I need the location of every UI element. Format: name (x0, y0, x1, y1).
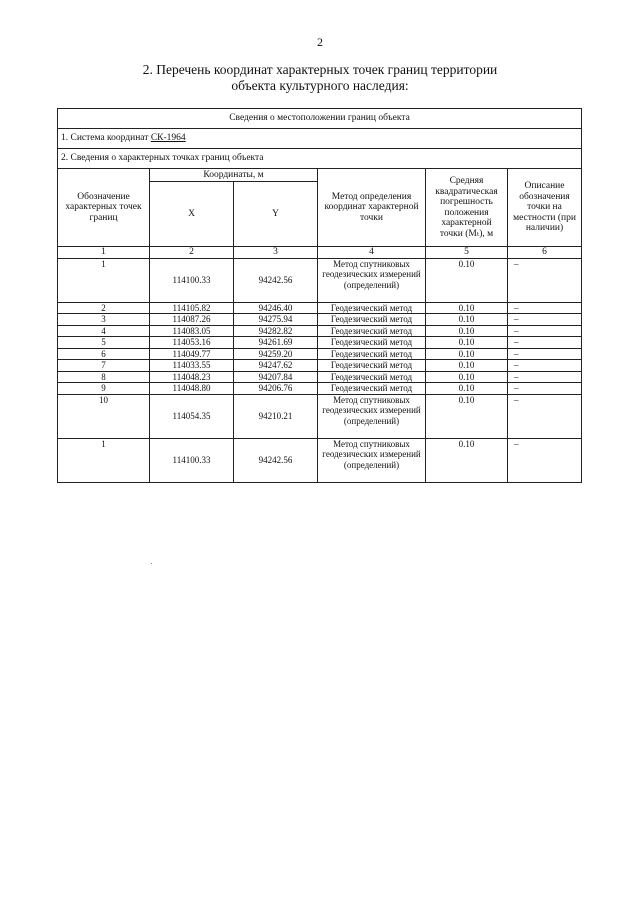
cell-y: 94282.82 (234, 325, 318, 337)
cell-y: 94210.21 (234, 394, 318, 438)
table-row (58, 302, 582, 314)
cell-point: 1 (58, 438, 150, 482)
cell-x: 114100.33 (150, 258, 234, 302)
cell-description: – (508, 325, 582, 337)
table-row (58, 394, 582, 438)
table-row (58, 371, 582, 383)
cell-x: 114033.55 (150, 360, 234, 372)
cell-method: Геодезический метод (318, 371, 426, 383)
points-info: 2. Сведения о характерных точках границ объекта (58, 149, 582, 169)
cell-point: 4 (58, 325, 150, 337)
cell-y: 94207.84 (234, 371, 318, 383)
cell-point: 5 (58, 337, 150, 349)
header-row-top (58, 169, 582, 182)
cell-description: – (508, 360, 582, 372)
coord-system-label: 1. Система координат (61, 133, 151, 144)
cell-description: – (508, 302, 582, 314)
table-row (58, 348, 582, 360)
cell-x: 114087.26 (150, 314, 234, 326)
cell-description: – (508, 394, 582, 438)
column-number: 2 (150, 247, 234, 259)
table-row (58, 360, 582, 372)
column-number: 6 (508, 247, 582, 259)
cell-accuracy: 0.10 (426, 360, 508, 372)
cell-accuracy: 0.10 (426, 337, 508, 349)
table-row (58, 314, 582, 326)
cell-y: 94261.69 (234, 337, 318, 349)
table-row (58, 258, 582, 302)
cell-point: 1 (58, 258, 150, 302)
cell-description: – (508, 314, 582, 326)
document-title (0, 62, 640, 94)
cell-x: 114048.80 (150, 383, 234, 395)
cell-method: Геодезический метод (318, 302, 426, 314)
page-number: 2 (317, 35, 323, 49)
header-y: Y (234, 182, 318, 247)
cell-method: Геодезический метод (318, 383, 426, 395)
table-row (58, 383, 582, 395)
cell-method: Геодезический метод (318, 325, 426, 337)
column-number: 5 (426, 247, 508, 259)
cell-description: – (508, 348, 582, 360)
cell-x: 114105.82 (150, 302, 234, 314)
cell-description: – (508, 438, 582, 482)
cell-y: 94275.94 (234, 314, 318, 326)
cell-x: 114049.77 (150, 348, 234, 360)
table-row (58, 438, 582, 482)
cell-description: – (508, 337, 582, 349)
cell-accuracy: 0.10 (426, 438, 508, 482)
cell-y: 94242.56 (234, 258, 318, 302)
header-accuracy: Средняя квадратическая погрешность положения характерной точки (Mₜ), м (426, 169, 508, 247)
coord-system-row (58, 129, 582, 149)
cell-y: 94242.56 (234, 438, 318, 482)
cell-method: Геодезический метод (318, 314, 426, 326)
cell-point: 9 (58, 383, 150, 395)
cell-y: 94259.20 (234, 348, 318, 360)
cell-description: – (508, 383, 582, 395)
cell-x: 114048.23 (150, 371, 234, 383)
header-method: Метод определения координат характерной точки (318, 169, 426, 247)
header-coords: Координаты, м (150, 169, 318, 182)
column-number: 1 (58, 247, 150, 259)
cell-accuracy: 0.10 (426, 258, 508, 302)
cell-y: 94206.76 (234, 383, 318, 395)
cell-description: – (508, 258, 582, 302)
section-header: Сведения о местоположении границ объекта (58, 109, 582, 129)
scan-speck (151, 563, 152, 564)
cell-x: 114053.16 (150, 337, 234, 349)
cell-method: Метод спутниковых геодезических измерений (определений) (318, 258, 426, 302)
header-point: Обозначение характерных точек границ (58, 169, 150, 247)
column-number: 3 (234, 247, 318, 259)
cell-point: 10 (58, 394, 150, 438)
cell-accuracy: 0.10 (426, 394, 508, 438)
header-x: X (150, 182, 234, 247)
cell-accuracy: 0.10 (426, 302, 508, 314)
cell-accuracy: 0.10 (426, 325, 508, 337)
title-line-2: объекта культурного наследия: (231, 78, 409, 93)
cell-x: 114054.35 (150, 394, 234, 438)
table-row (58, 325, 582, 337)
header-description: Описание обозначения точки на местности (при наличии) (508, 169, 582, 247)
cell-method: Геодезический метод (318, 348, 426, 360)
points-info-row (58, 149, 582, 169)
column-number: 4 (318, 247, 426, 259)
cell-point: 3 (58, 314, 150, 326)
cell-method: Геодезический метод (318, 360, 426, 372)
cell-point: 8 (58, 371, 150, 383)
cell-point: 7 (58, 360, 150, 372)
cell-y: 94246.40 (234, 302, 318, 314)
column-numbers-row (58, 247, 582, 259)
table-row (58, 337, 582, 349)
cell-method: Метод спутниковых геодезических измерений (определений) (318, 438, 426, 482)
cell-y: 94247.62 (234, 360, 318, 372)
cell-point: 6 (58, 348, 150, 360)
cell-accuracy: 0.10 (426, 314, 508, 326)
cell-description: – (508, 371, 582, 383)
coord-system-cell (58, 129, 582, 149)
title-line-1: 2. Перечень координат характерных точек границ территории (142, 62, 498, 77)
coord-system-value: СК-1964 (150, 133, 186, 144)
cell-accuracy: 0.10 (426, 371, 508, 383)
cell-method: Геодезический метод (318, 337, 426, 349)
coordinates-table (57, 108, 582, 483)
cell-point: 2 (58, 302, 150, 314)
section-header-row (58, 109, 582, 129)
cell-method: Метод спутниковых геодезических измерений (определений) (318, 394, 426, 438)
cell-x: 114083.05 (150, 325, 234, 337)
cell-x: 114100.33 (150, 438, 234, 482)
cell-accuracy: 0.10 (426, 383, 508, 395)
cell-accuracy: 0.10 (426, 348, 508, 360)
